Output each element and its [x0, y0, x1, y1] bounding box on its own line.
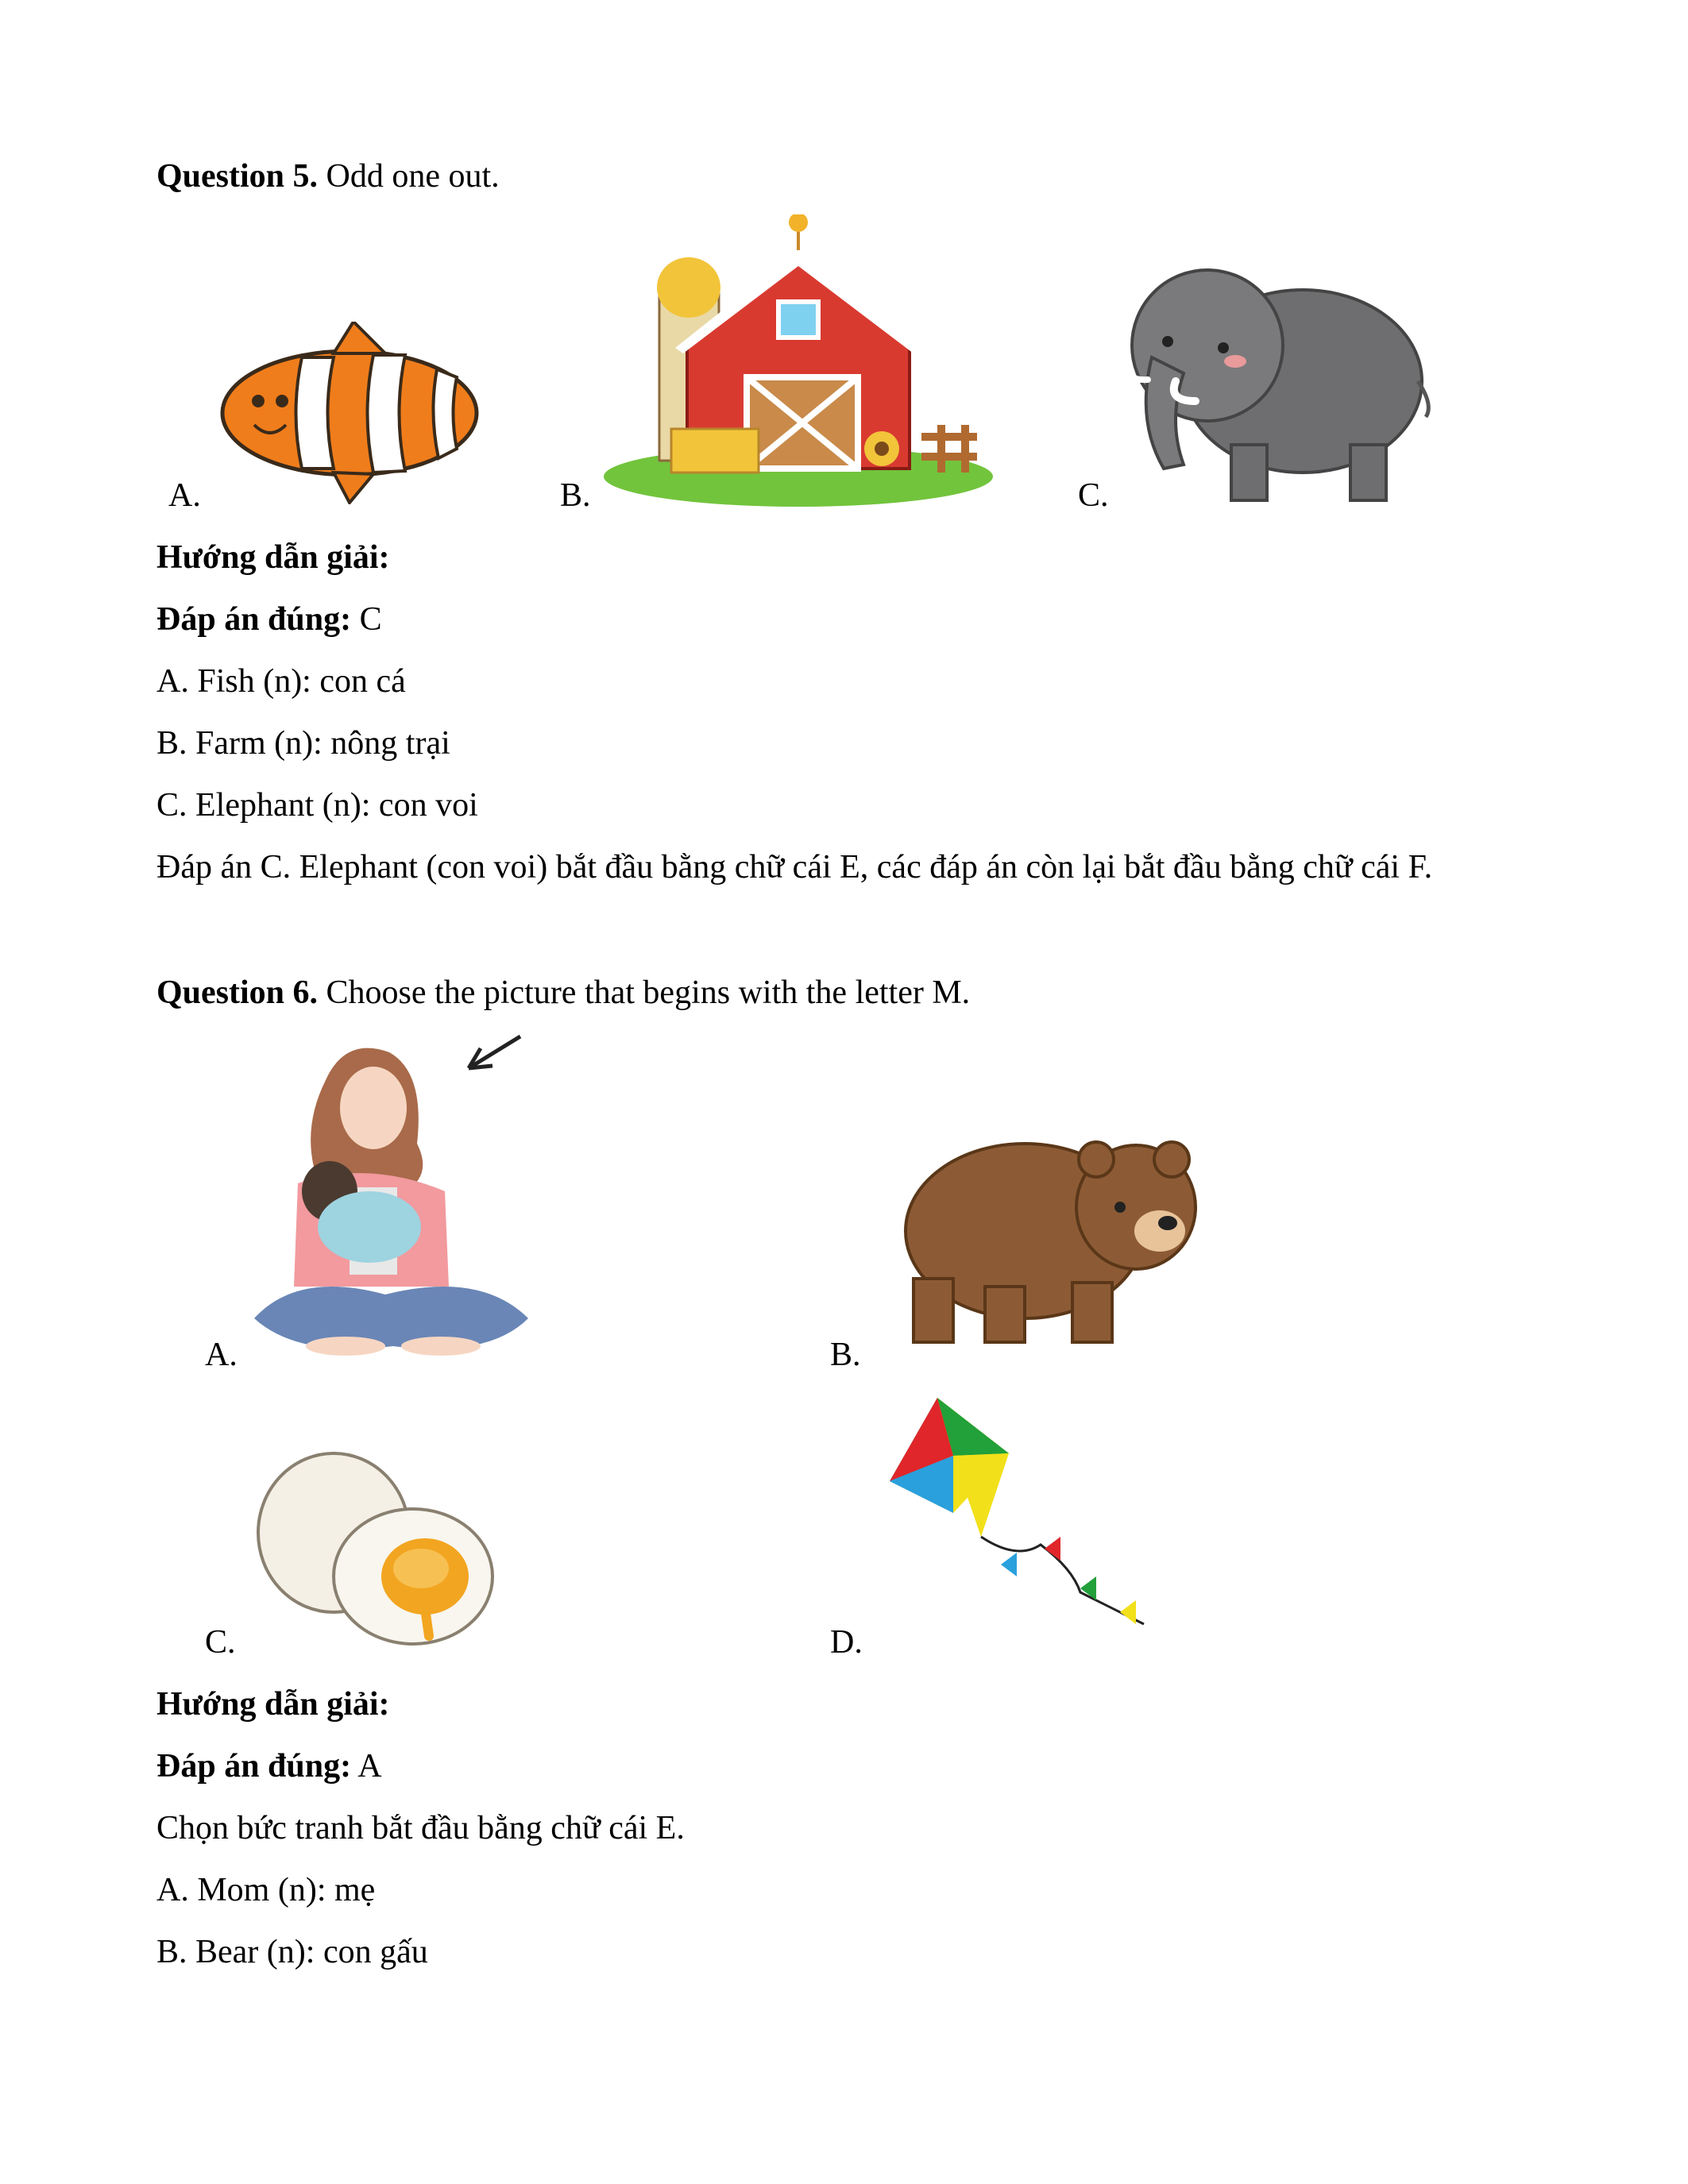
q5-guide-label: Hướng dẫn giải: — [156, 539, 390, 576]
q6-answer-line — [156, 1746, 382, 1787]
q6-instruction-note: Chọn bức tranh bắt đầu bằng chữ cái E. — [156, 1810, 685, 1846]
question-5-prompt: Odd one out. — [318, 158, 500, 195]
mother-holding-baby-icon[interactable] — [250, 1032, 536, 1366]
question-5-title — [156, 156, 500, 197]
q5-answer-label: Đáp án đúng: — [156, 601, 352, 638]
q6-option-b-letter: B. — [830, 1337, 861, 1373]
q5-answer-line — [156, 599, 382, 640]
q6-option-a-letter: A. — [205, 1337, 238, 1373]
q5-option-c-letter: C. — [1078, 477, 1109, 514]
q6-guide-label: Hướng dẫn giải: — [156, 1686, 390, 1723]
red-barn-icon[interactable] — [600, 214, 997, 508]
q6-explanation-b: B. Bear (n): con gấu — [156, 1934, 428, 1970]
q6-option-d-letter: D. — [830, 1624, 863, 1661]
q5-option-a-letter: A. — [168, 477, 201, 514]
q5-option-b-letter: B. — [560, 477, 591, 514]
q6-option-c-letter: C. — [205, 1624, 236, 1661]
q6-explanation-a: A. Mom (n): mẹ — [156, 1872, 376, 1908]
question-5-number: Question 5. — [156, 158, 319, 195]
q5-explanation-b: B. Farm (n): nông trại — [156, 725, 450, 762]
question-6-number: Question 6. — [156, 974, 319, 1011]
question-6-title — [156, 972, 970, 1013]
q6-answer-value: A — [351, 1748, 382, 1785]
q5-explanation-c: C. Elephant (n): con voi — [156, 787, 478, 824]
q5-conclusion: Đáp án C. Elephant (con voi) bắt đầu bằng chữ cái E, các đáp án còn lại bắt đầu bằng chữ cái F. — [156, 849, 1433, 886]
boiled-egg-icon[interactable] — [254, 1445, 500, 1652]
clownfish-icon[interactable] — [214, 322, 492, 504]
elephant-icon[interactable] — [1120, 262, 1438, 508]
q5-explanation-a: A. Fish (n): con cá — [156, 663, 406, 700]
q5-answer-value: C — [351, 601, 382, 638]
brown-bear-icon[interactable] — [898, 1096, 1199, 1350]
q6-answer-label: Đáp án đúng: — [156, 1748, 352, 1785]
kite-icon[interactable] — [882, 1394, 1160, 1656]
question-6-prompt: Choose the picture that begins with the letter M. — [318, 974, 971, 1011]
